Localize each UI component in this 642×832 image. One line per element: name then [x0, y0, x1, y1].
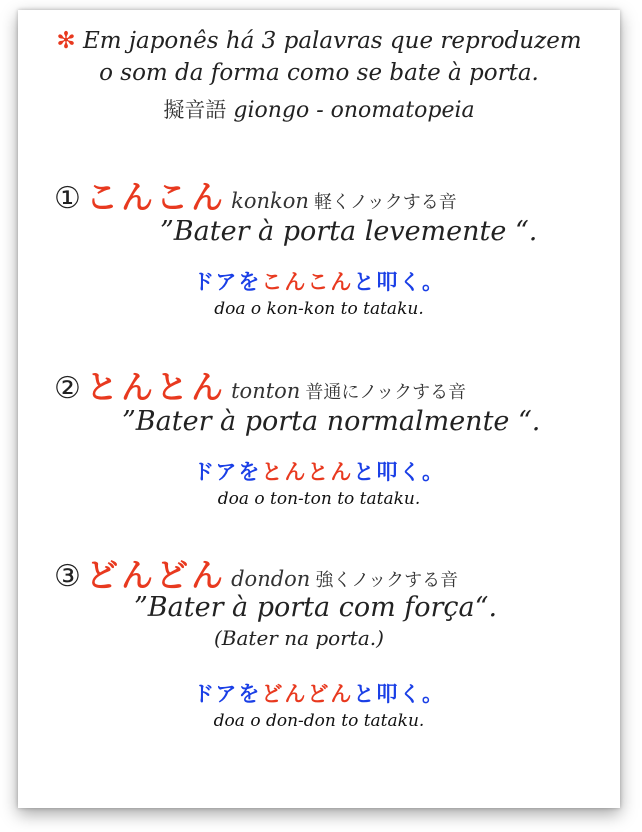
intro-line-2: o som da forma como se bate à porta. — [99, 60, 539, 86]
entry-2-transliteration: doa o ton-ton to tataku. — [217, 489, 421, 509]
intro-text-1: Em japonês há 3 palavras que reproduzem — [82, 28, 582, 54]
entry-3-note: (Bater na porta.) — [214, 626, 384, 650]
entry-3-number: ③ — [54, 559, 81, 594]
entry-3-jp-desc: 強くノックする音 — [315, 570, 459, 591]
entry-1-sentence-post: と叩く。 — [353, 270, 445, 294]
entry-1-word: こんこん — [86, 178, 227, 216]
entry-3-romaji: dondon — [231, 567, 311, 591]
entry-1-transliteration: doa o kon-kon to tataku. — [214, 299, 424, 319]
entry-1-romaji: konkon — [231, 189, 309, 213]
entry-3-word: どんどん — [86, 556, 227, 594]
entry-2-sentence-post: と叩く。 — [353, 460, 445, 484]
entry-2-sentence-pre: ドアを — [193, 460, 262, 484]
entry-2-header — [54, 362, 466, 408]
entry-1-sentence-word: こんこん — [261, 270, 354, 294]
entry-2-sentence-word: とんとん — [261, 460, 354, 484]
intro-line-3 — [18, 94, 620, 124]
entry-3-sentence-pre: ドアを — [193, 682, 262, 706]
entry-3-header — [54, 550, 458, 596]
entry-1-header — [54, 172, 457, 218]
entry-2-romaji: tonton — [231, 379, 301, 403]
entry-2-jp-desc: 普通にノックする音 — [305, 382, 467, 403]
entry-1-sentence-pre: ドアを — [193, 270, 262, 294]
asterisk-icon: ✻ — [56, 28, 76, 54]
entry-2-meaning: ”Bater à porta normalmente “. — [122, 406, 541, 437]
lesson-card — [18, 10, 620, 808]
entry-2-sentence — [18, 456, 620, 486]
entry-1-meaning: ”Bater à porta levemente “. — [160, 216, 538, 247]
giongo-kanji: 擬音語 — [163, 98, 227, 122]
entry-3-sentence-word: どんどん — [261, 682, 354, 706]
giongo-reading: giongo - onomatopeia — [233, 98, 475, 123]
entry-3-sentence-post: と叩く。 — [353, 682, 445, 706]
entry-3-meaning: ”Bater à porta com força“. — [134, 592, 498, 623]
entry-3-sentence — [18, 678, 620, 708]
entry-3-transliteration: doa o don-don to tataku. — [213, 711, 425, 731]
entry-2-number: ② — [54, 371, 81, 406]
entry-1-number: ① — [54, 181, 81, 216]
entry-2-word: とんとん — [86, 368, 227, 406]
intro-line-1 — [18, 28, 620, 54]
entry-1-sentence — [18, 266, 620, 296]
entry-1-jp-desc: 軽くノックする音 — [314, 192, 457, 213]
